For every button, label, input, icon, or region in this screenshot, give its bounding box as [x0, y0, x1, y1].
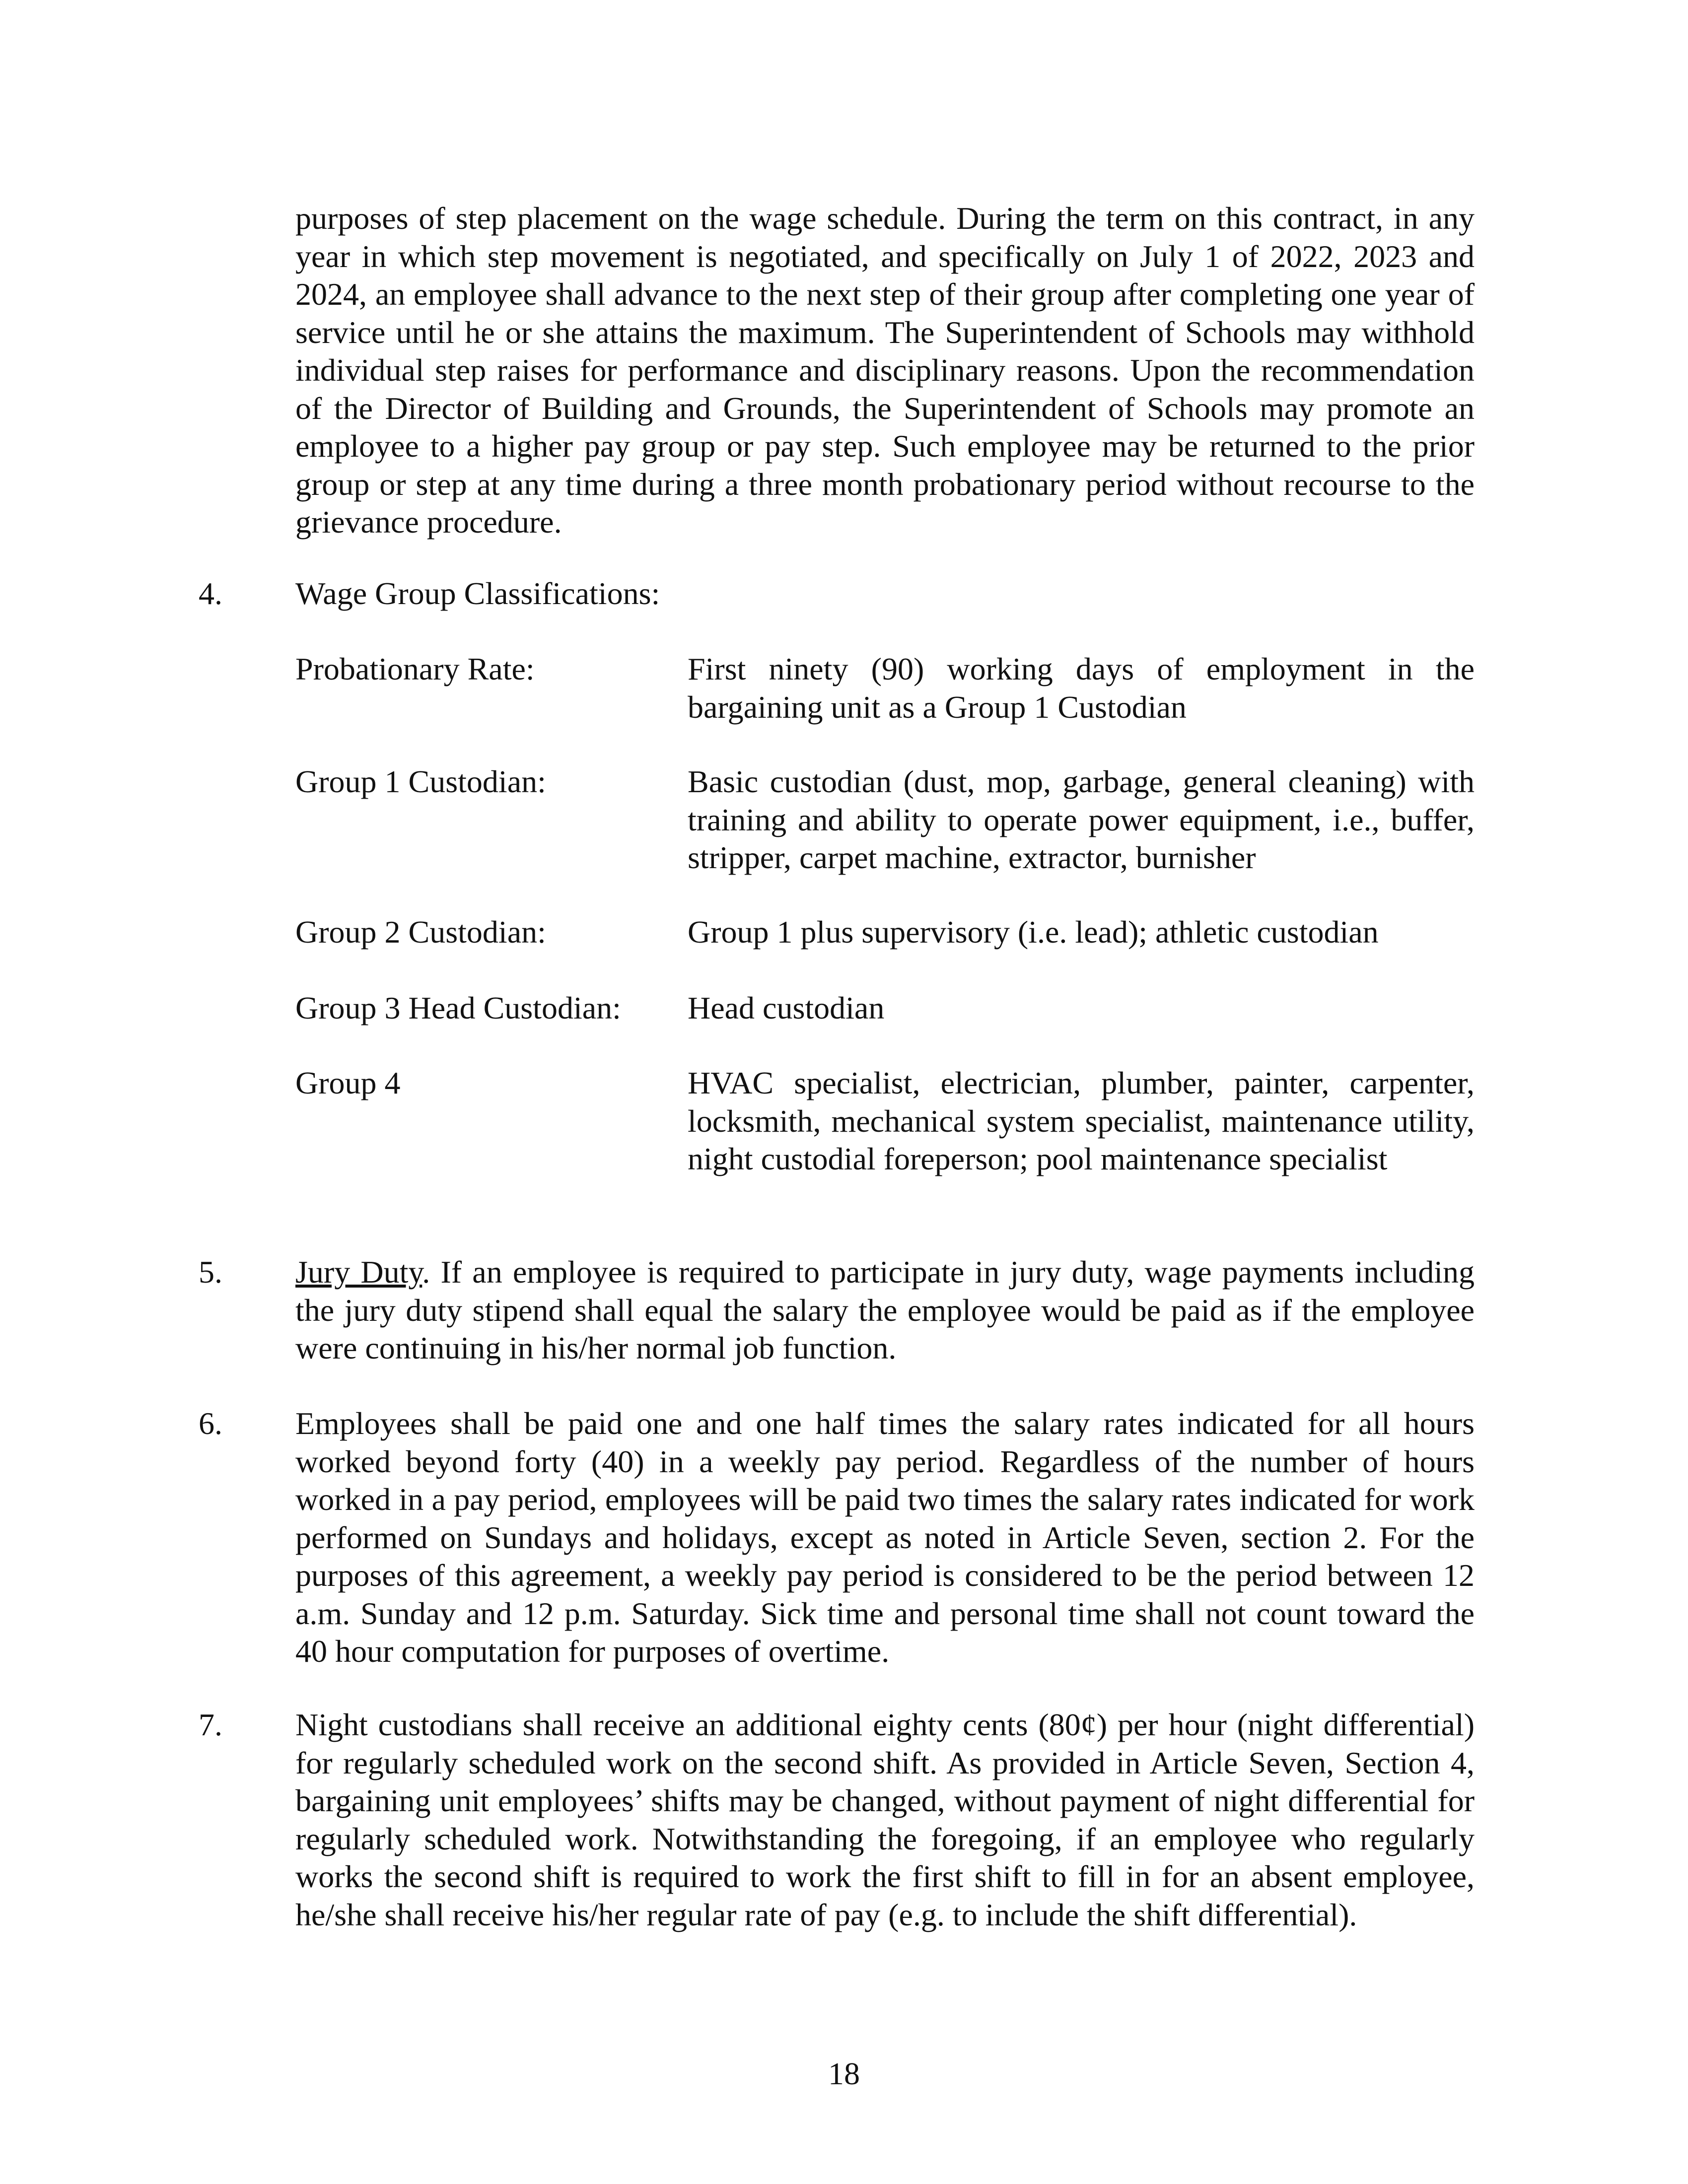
- classification-label-group-3: Group 3 Head Custodian:: [295, 990, 621, 1025]
- jury-duty-text: If an employee is required to participate in jury duty, wage payments including the jury duty stipend shall equal the salary the employee would be paid as if the employee were continuing in his/her normal job function.: [295, 1254, 1475, 1365]
- classification-label-group-2: Group 2 Custodian:: [295, 914, 546, 950]
- classification-desc-group-4: HVAC specialist, electrician, plumber, painter, carpenter, locksmith, mechanical system specialist, maintenance utility, night custodial foreperson; pool maintenance specialist: [688, 1065, 1475, 1176]
- continuation-paragraph: purposes of step placement on the wage schedule. During the term on this contract, in any year in which step movement is negotiated, and specifically on July 1 of 2022, 2023 and 2024, an employee shall advance to the next step of their group after completing one year of service until he or she attains the maximum. The Superintendent of Schools may withhold individual step raises for performance and disciplinary reasons. Upon the recommendation of the Director of Building and Grounds, the Superintendent of Schools may promote an employee to a higher pay group or pay step. Such employee may be returned to the prior group or step at any time during a three month probationary period without recourse to the grievance procedure.: [295, 201, 1475, 540]
- section-4-heading: Wage Group Classifications:: [295, 576, 660, 611]
- section-7-number: 7.: [199, 1707, 222, 1742]
- classification-desc-probationary: First ninety (90) working days of employment in the bargaining unit as a Group 1 Custodian: [688, 651, 1475, 725]
- classification-desc-group-1: Basic custodian (dust, mop, garbage, general cleaning) with training and ability to operate power equipment, i.e., buffer, stripper, carpet machine, extractor, burnisher: [688, 764, 1475, 875]
- classification-desc-group-3: Head custodian: [688, 990, 885, 1025]
- section-7-paragraph: Night custodians shall receive an additional eighty cents (80¢) per hour (night differential) for regularly scheduled work on the second shift. As provided in Article Seven, Section 4, bargaining unit employees’ shifts may be changed, without payment of night differential for regularly scheduled work. Notwithstanding the foregoing, if an employee who regularly works the second shift is required to work the first shift to fill in for an absent employee, he/she shall receive his/her regular rate of pay (e.g. to include the shift differential).: [295, 1707, 1475, 1932]
- classification-desc-group-2: Group 1 plus supervisory (i.e. lead); athletic custodian: [688, 914, 1379, 950]
- page-number: 18: [828, 2056, 860, 2091]
- section-5-number: 5.: [199, 1254, 222, 1290]
- section-5-paragraph: [295, 1253, 1475, 1367]
- classification-label-probationary: Probationary Rate:: [295, 651, 535, 686]
- classification-label-group-4: Group 4: [295, 1065, 401, 1100]
- jury-duty-period: .: [422, 1254, 430, 1290]
- section-6-number: 6.: [199, 1406, 222, 1441]
- section-4-number: 4.: [199, 576, 222, 611]
- jury-duty-heading: Jury Duty: [295, 1254, 422, 1290]
- classification-label-group-1: Group 1 Custodian:: [295, 764, 546, 799]
- section-6-paragraph: Employees shall be paid one and one half times the salary rates indicated for all hours worked beyond forty (40) in a weekly pay period. Regardless of the number of hours worked in a pay period, employees will be paid two times the salary rates indicated for work performed on Sundays and holidays, except as noted in Article Seven, section 2. For the purposes of this agreement, a weekly pay period is considered to be the period between 12 a.m. Sunday and 12 p.m. Saturday. Sick time and personal time shall not count toward the 40 hour computation for purposes of overtime.: [295, 1406, 1475, 1669]
